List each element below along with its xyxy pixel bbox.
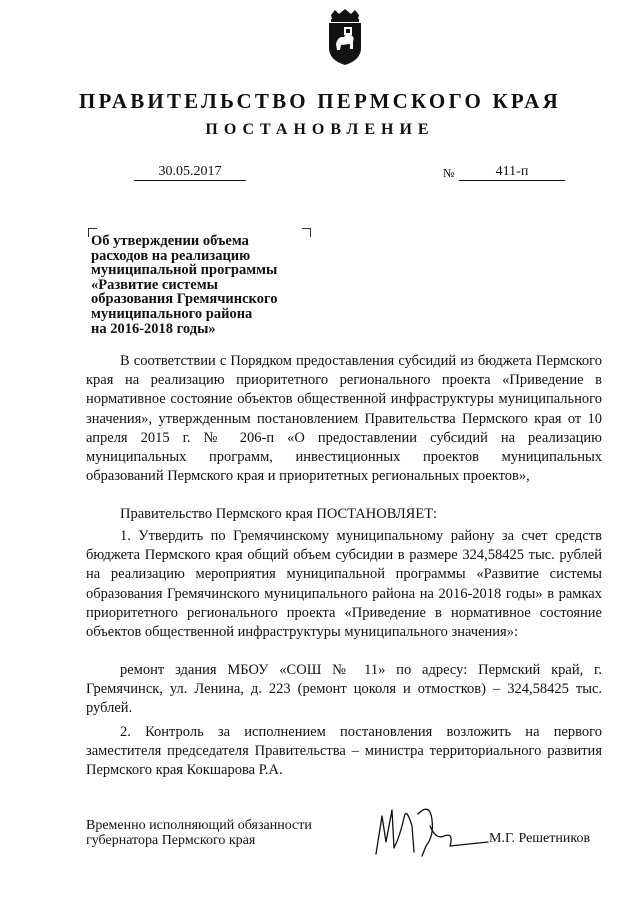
handwritten-signature (370, 796, 490, 866)
document-number: 411-п (459, 164, 565, 181)
subject-line: образования Гремячинского (91, 291, 278, 308)
signer-position-line: губернатора Пермского края (86, 833, 256, 848)
subject-line: муниципальной программы (91, 262, 278, 279)
document-date: 30.05.2017 (134, 164, 246, 181)
intro-paragraph: В соответствии с Порядком предоставления субсидий из бюджета Пермского края на реализацию приоритетного регионального проекта «Приведение в нормативное состояние объектов общественной инфраструктуры муниципального значения», утвержденным постановлением Правительства Пермского края от 10 апреля 2015 г. № 206-п «О предоставлении субсидий на реализацию муниципальных программ, инвестиционных проектов муниципальных образований Пермского края и приоритетных региональных проектов», (86, 353, 602, 485)
item-1-paragraph: 1. Утвердить по Гремячинскому муниципальному району за счет средств бюджета Пермского края общий объем субсидии в размере 324,58425 тыс. рублей на реализацию мероприятия муниципальной программы «Развитие системы образования Гремячинского муниципального района на 2016-2018 годы» в рамках приоритетного регионального проекта «Приведение в нормативное состояние объектов общественной инфраструктуры муниципального значения»: (86, 528, 602, 641)
signer-name: М.Г. Решетников (489, 831, 591, 846)
government-title: ПРАВИТЕЛЬСТВО ПЕРМСКОГО КРАЯ (78, 89, 561, 113)
document-subject (91, 234, 311, 336)
subject-line: расходов на реализацию (91, 247, 251, 264)
decree-paragraph: Правительство Пермского края ПОСТАНОВЛЯЕТ: (120, 506, 438, 522)
signer-position-line: Временно исполняющий обязанности (86, 818, 312, 833)
number-sign: № (443, 166, 455, 180)
item-1-detail-paragraph: ремонт здания МБОУ «СОШ № 11» по адресу: Пермский край, г. Гремячинск, ул. Ленина, д. 223 (ремонт цоколя и отмостков) – 324,58425 тыс. рублей. (86, 662, 602, 717)
signer-position (86, 818, 346, 848)
subject-line: «Развитие системы (91, 276, 218, 293)
subject-line: муниципального района (91, 305, 253, 322)
item-2-paragraph: 2. Контроль за исполнением постановления возложить на первого заместителя председателя Правительства – министра территориального развития Пермского края Кокшарова Р.А. (86, 724, 602, 779)
document-type: ПОСТАНОВЛЕНИЕ (205, 121, 435, 138)
subject-line: на 2016-2018 годы» (91, 320, 216, 337)
perm-krai-coat-of-arms-icon (322, 8, 368, 66)
subject-line: Об утверждении объема (91, 233, 249, 249)
